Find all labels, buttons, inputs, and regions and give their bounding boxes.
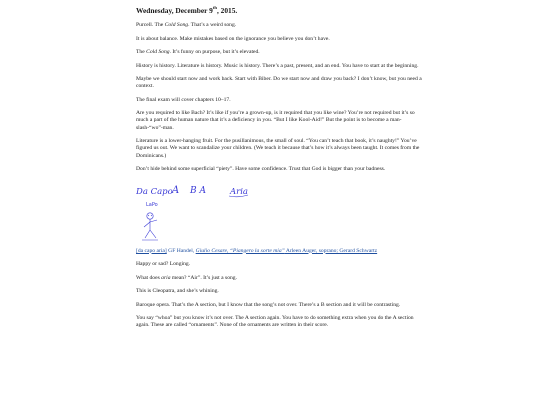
sketch-label-aria: Aria: [230, 186, 248, 197]
sketch-label-b-a: B A: [190, 185, 206, 196]
italic-title: Cold Song: [146, 49, 170, 55]
entry-date-heading: Wednesday, December 9th, 2015.: [136, 5, 238, 15]
sketch-label-da-capo: Da Capo: [136, 186, 173, 197]
note-paragraph: It is about balance. Make mistakes based on the ignorance you believe you don’t have.: [136, 35, 330, 42]
note-paragraph: Don’t hide behind some superficial “piety”. Have some confidence. Trust that God is bigger than your badness.: [136, 166, 386, 173]
note-paragraph: History is history. Literature is history. Music is history. There’s a past, present, and an end. You have to start at the beginning.: [136, 62, 419, 69]
note-paragraph: The final exam will cover chapters 10–17.: [136, 96, 231, 103]
document-page: [136, 6, 426, 336]
da-capo-aria-link[interactable]: [da capo aria]: [136, 247, 167, 254]
note-paragraph: Happy or sad? Longing.: [136, 261, 191, 268]
sketch-label-lapo: LaPo: [146, 201, 158, 208]
note-paragraph: Literature is a lower-hanging fruit. For the pusillanimous, the small of soul. “You can’t teach that book, it’s naughty!” You’ve figured us out. We want to scandalize your children. (We teach it because that’s how it’s always been taught. It comes from the Dominicans.): [136, 138, 420, 159]
note-paragraph: This is Cleopatra, and she’s whining.: [136, 288, 219, 295]
handwritten-sketch: [136, 180, 426, 244]
note-paragraph: Purcell. The Cold Song. That’s a weird song.: [136, 22, 237, 28]
italic-title: aria: [161, 274, 171, 281]
giulio-cesare-link[interactable]: Giulio Cesare, “Piangero la sorte mia”: [195, 247, 285, 254]
recording-link-line: [da capo aria] GF Handel, Giulio Cesare, “Piangero la sorte mia” Arleen Auger, soprano; Gerard Schwartz: [136, 247, 378, 254]
stick-figure-drawing: [142, 212, 158, 239]
note-paragraph: You say “whoa” but you know it’s not over. The A section again. You have to do something extra when you do the A section again. These are called “ornaments”. None of the ornaments are written in their score.: [136, 315, 414, 329]
notes-after-sketch: [136, 261, 426, 329]
sketch-label-a: A: [172, 184, 180, 196]
note-paragraph: Are you required to like Bach? It’s like if you’re a grown-up, is it required that you like wine? You’re not required but it’s so much a part of the human nature that it’s a deficiency in you. “But I like Kool-Aid!” But the point is to become a man-slash-“wo”-man.: [136, 110, 415, 131]
note-paragraph: Baroque opera. That’s the A section, but I know that the song’s not over. There’s a B section and it will be contrasting.: [136, 301, 401, 308]
arleen-auger-link[interactable]: Arleen Auger, soprano; Gerard Schwartz: [284, 247, 378, 254]
note-paragraph: The Cold Song. It’s funny on purpose, but it’s elevated.: [136, 49, 260, 55]
note-paragraph: Maybe we should start now and work back. Start with Biber. Do we start now and draw you back? I don’t know, but you need a context.: [136, 76, 422, 90]
notes-before-sketch: [136, 22, 426, 173]
note-paragraph: What does aria mean? “Air”. It’s just a song.: [136, 274, 237, 281]
italic-title: Cold Song: [164, 22, 189, 28]
